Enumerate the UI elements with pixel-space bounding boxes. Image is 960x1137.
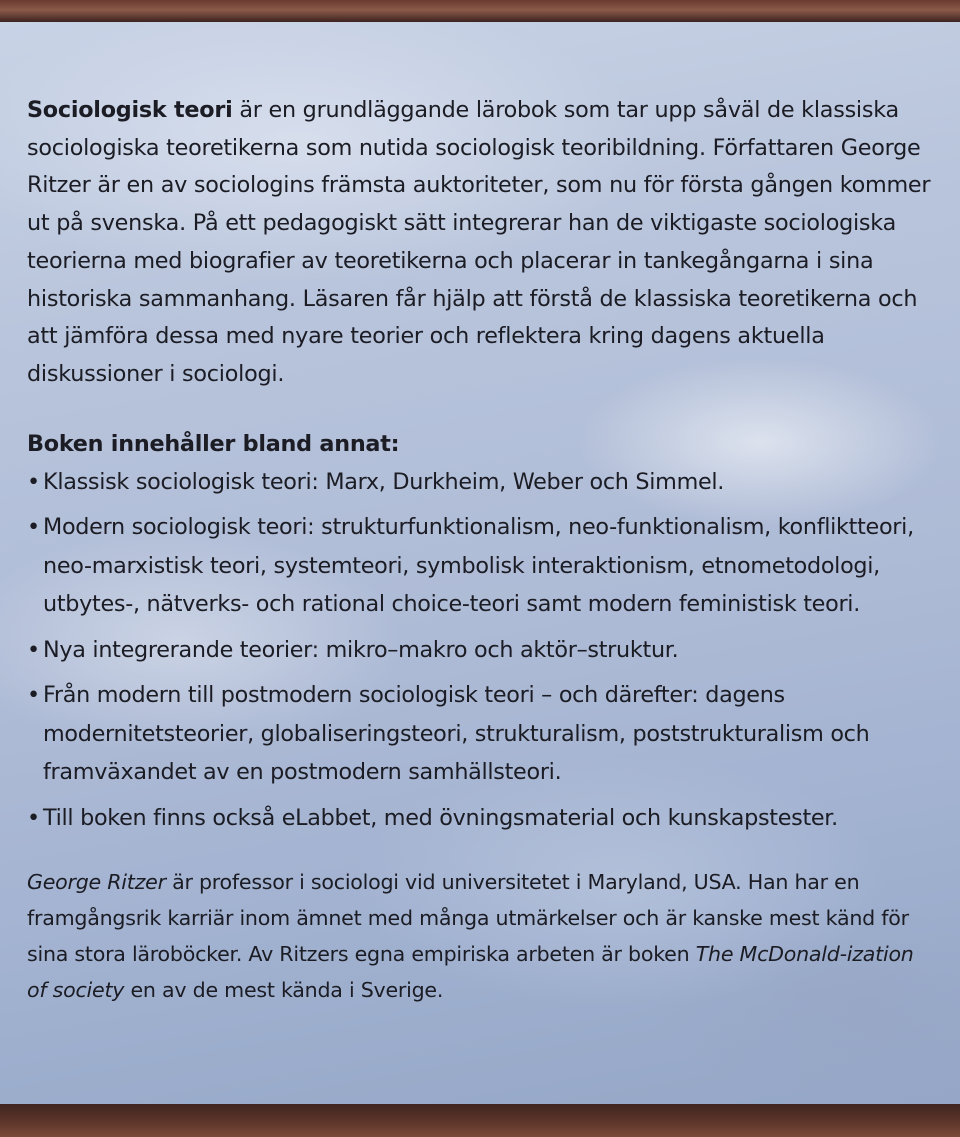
list-item-text: Klassisk sociologisk teori: Marx, Durkheim, Weber och Simmel. xyxy=(43,468,725,495)
cover-text xyxy=(27,92,937,1008)
text-panel xyxy=(0,22,960,1104)
list-item-text: Från modern till postmodern sociologisk teori – och därefter: dagens modernitetsteorier, globaliseringsteori, strukturalism, poststrukturalism och framväxandet av en postmodern samhällsteori. xyxy=(43,682,870,786)
bullet-icon: • xyxy=(27,804,40,831)
intro-paragraph xyxy=(27,92,937,394)
contents-list xyxy=(27,463,937,838)
list-item-text: Nya integrerande teorier: mikro–makro och aktör–struktur. xyxy=(43,636,679,663)
list-item xyxy=(27,508,937,624)
author-text-end: en av de mest kända i Sverige. xyxy=(124,978,444,1003)
bullet-icon: • xyxy=(27,468,40,495)
intro-text: är en grundläggande lärobok som tar upp såväl de klassiska sociologiska teoretikerna som nutida sociologisk teoribildning. Författaren George Ritzer är en av sociologins främsta auktoriteter, som nu för första gången kommer ut på svenska. På ett pedagogiskt sätt integrerar han de viktigaste sociologiska teorierna med biografier av teoretikerna och placerar in tankegångarna i sina historiska sammanhang. Läsaren får hjälp att förstå de klassiska teoretikerna och att jämföra dessa med nyare teorier och reflektera kring dagens aktuella diskussioner i sociologi. xyxy=(27,97,931,387)
author-text: är professor i sociologi vid universitetet i Maryland, USA. Han har en framgångsrik karriär inom ämnet med många utmärkelser och är kanske mest känd för sina stora läroböcker. Av Ritzers egna empiriska arbeten är boken xyxy=(27,870,909,967)
list-item xyxy=(27,631,937,670)
list-item-text: Modern sociologisk teori: strukturfunktionalism, neo-funktionalism, konfliktteori, neo-marxistisk teori, systemteori, symbolisk interaktionism, etnometodologi, utbytes-, nätverks- och rational choice-teori samt modern feministisk teori. xyxy=(43,514,914,618)
list-item xyxy=(27,463,937,502)
list-item xyxy=(27,799,937,838)
bullet-icon: • xyxy=(27,682,40,709)
contents-heading: Boken innehåller bland annat: xyxy=(27,430,400,457)
bullet-icon: • xyxy=(27,514,40,541)
book-title: Sociologisk teori xyxy=(27,97,233,123)
author-paragraph xyxy=(27,864,937,1008)
book-reference: The McDonald-ization of society xyxy=(27,942,914,1003)
author-name: George Ritzer xyxy=(27,870,166,895)
list-item-text: Till boken finns också eLabbet, med övningsmaterial och kunskapstester. xyxy=(43,804,838,831)
list-item xyxy=(27,676,937,792)
bullet-icon: • xyxy=(27,636,40,663)
